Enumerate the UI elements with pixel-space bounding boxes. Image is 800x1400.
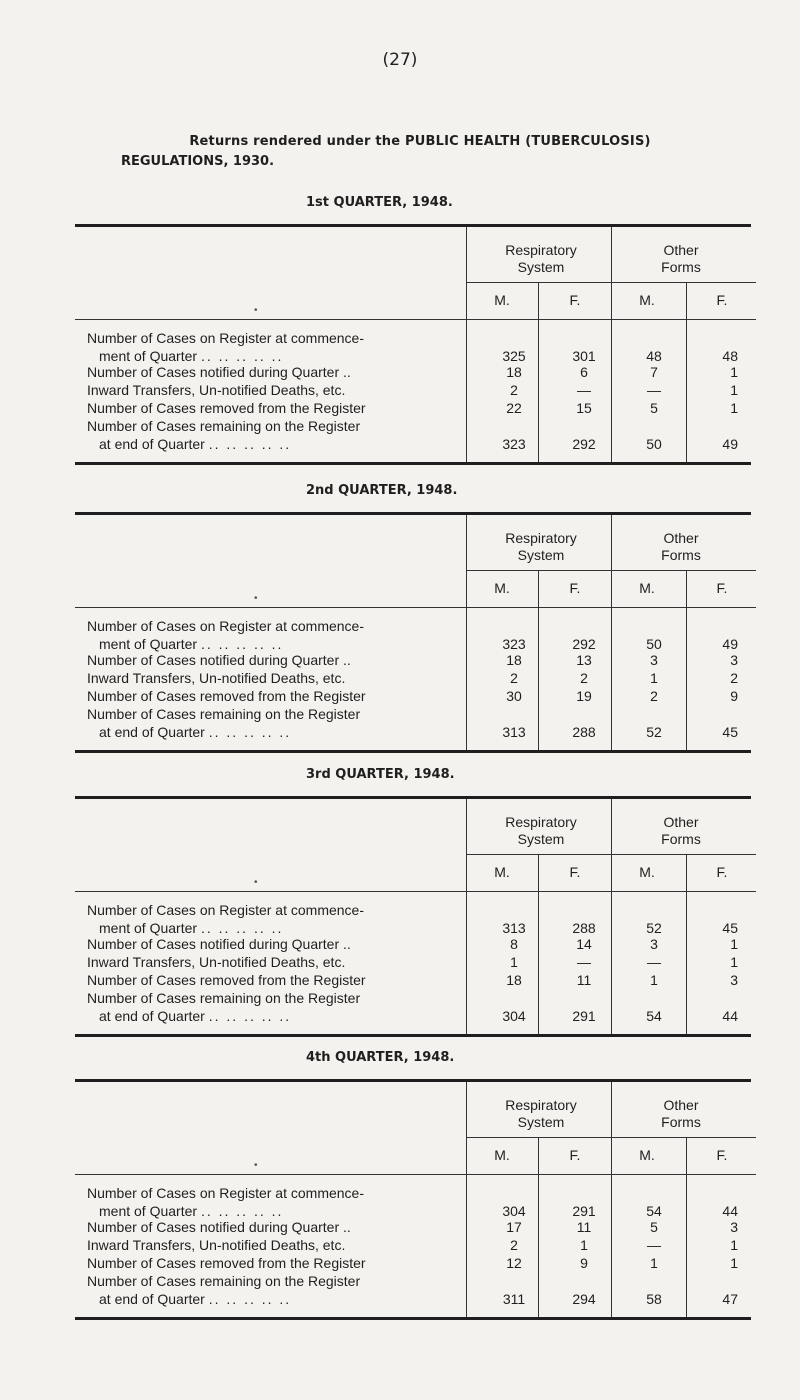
table-cell: 14 bbox=[576, 936, 592, 952]
row-label: Number of Cases remaining on the Register bbox=[87, 1273, 361, 1289]
table-cell: 304 bbox=[502, 1008, 526, 1024]
sub-column-header: F. bbox=[716, 864, 728, 880]
leader-dots: .. .. .. .. .. bbox=[200, 1203, 284, 1219]
row-label-text: at end of Quarter bbox=[99, 1008, 209, 1024]
column-divider bbox=[611, 1082, 612, 1317]
table-cell: 48 bbox=[646, 348, 662, 364]
table-cell: 288 bbox=[572, 920, 596, 936]
table-cell: 44 bbox=[722, 1203, 738, 1219]
table-cell: 292 bbox=[572, 636, 596, 652]
row-label: Inward Transfers, Un-notified Deaths, etc. bbox=[87, 954, 346, 970]
stray-mark: • bbox=[254, 877, 258, 888]
row-label: Number of Cases on Register at commence- bbox=[87, 1185, 364, 1201]
table-cell: 5 bbox=[650, 1219, 658, 1235]
quarter-table bbox=[0, 796, 800, 1081]
column-divider bbox=[466, 1082, 467, 1317]
table-cell: 313 bbox=[502, 724, 526, 740]
table-top-rule bbox=[75, 1079, 751, 1082]
table-cell: 30 bbox=[506, 688, 522, 704]
table-cell: 45 bbox=[722, 920, 738, 936]
table-cell: 311 bbox=[502, 1291, 526, 1307]
table-cell: 22 bbox=[506, 400, 522, 416]
respiratory-system-header: Respiratory System bbox=[505, 814, 577, 847]
respiratory-system-header: Respiratory System bbox=[505, 530, 577, 563]
table-bottom-rule bbox=[75, 1317, 751, 1320]
table-cell: 48 bbox=[722, 348, 738, 364]
quarter-table bbox=[0, 224, 800, 509]
table-cell: 11 bbox=[576, 1219, 592, 1235]
row-label: Number of Cases notified during Quarter .. bbox=[87, 652, 351, 668]
row-label-continuation bbox=[99, 348, 283, 365]
table-cell: 54 bbox=[646, 1008, 662, 1024]
table-cell: 325 bbox=[502, 348, 526, 364]
table-cell: 1 bbox=[730, 382, 738, 398]
stray-mark: • bbox=[254, 1160, 258, 1171]
row-label-text: ment of Quarter bbox=[99, 348, 201, 364]
row-label: Number of Cases removed from the Register bbox=[87, 688, 366, 704]
sub-column-header: M. bbox=[639, 292, 655, 308]
row-label-continuation bbox=[99, 1008, 291, 1025]
leader-dots: .. .. .. .. .. bbox=[200, 636, 284, 652]
table-cell: 2 bbox=[580, 670, 588, 686]
leader-dots: .. .. .. .. .. bbox=[200, 920, 284, 936]
column-divider bbox=[686, 854, 687, 1034]
table-cell: 304 bbox=[502, 1203, 526, 1219]
sub-column-header: M. bbox=[494, 1147, 510, 1163]
table-cell: 3 bbox=[650, 936, 658, 952]
table-cell: 301 bbox=[572, 348, 596, 364]
table-bottom-rule bbox=[75, 462, 751, 465]
table-cell: 52 bbox=[646, 920, 662, 936]
row-label: Number of Cases notified during Quarter .. bbox=[87, 1219, 351, 1235]
column-divider bbox=[611, 515, 612, 750]
leader-dots: .. .. .. .. .. bbox=[208, 436, 292, 452]
table-cell: 1 bbox=[650, 1255, 658, 1271]
table-cell: 18 bbox=[506, 972, 522, 988]
document-subtitle: REGULATIONS, 1930. bbox=[121, 154, 275, 169]
sub-column-header: M. bbox=[639, 580, 655, 596]
respiratory-system-header: Respiratory System bbox=[505, 1097, 577, 1130]
table-cell: 1 bbox=[580, 1237, 588, 1253]
column-divider bbox=[466, 515, 467, 750]
sub-column-header: M. bbox=[639, 864, 655, 880]
table-cell: 1 bbox=[650, 670, 658, 686]
table-cell: 18 bbox=[506, 652, 522, 668]
table-cell: 54 bbox=[646, 1203, 662, 1219]
table-cell: 2 bbox=[510, 1237, 518, 1253]
table-cell: 291 bbox=[572, 1008, 596, 1024]
row-label: Number of Cases notified during Quarter .. bbox=[87, 936, 351, 952]
row-label-text: at end of Quarter bbox=[99, 436, 209, 452]
header-bottom-rule bbox=[75, 891, 756, 892]
table-cell: 6 bbox=[580, 364, 588, 380]
row-label-continuation bbox=[99, 436, 291, 453]
row-label-continuation bbox=[99, 636, 283, 653]
table-cell: — bbox=[647, 1237, 661, 1253]
row-label: Inward Transfers, Un-notified Deaths, etc. bbox=[87, 382, 346, 398]
table-cell: 17 bbox=[506, 1219, 522, 1235]
table-cell: 2 bbox=[730, 670, 738, 686]
sub-column-header: F. bbox=[569, 1147, 581, 1163]
row-label-text: at end of Quarter bbox=[99, 1291, 209, 1307]
table-cell: 1 bbox=[510, 954, 518, 970]
row-label-continuation bbox=[99, 724, 291, 741]
sub-column-header: F. bbox=[716, 292, 728, 308]
other-forms-header: Other Forms bbox=[661, 242, 701, 275]
table-cell: 3 bbox=[730, 652, 738, 668]
table-cell: 49 bbox=[722, 436, 738, 452]
table-cell: 1 bbox=[730, 936, 738, 952]
table-cell: 49 bbox=[722, 636, 738, 652]
column-divider bbox=[466, 799, 467, 1034]
stray-mark: • bbox=[254, 305, 258, 316]
table-bottom-rule bbox=[75, 750, 751, 753]
table-cell: 288 bbox=[572, 724, 596, 740]
quarter-table bbox=[0, 1079, 800, 1364]
table-cell: 18 bbox=[506, 364, 522, 380]
row-label-continuation bbox=[99, 1203, 283, 1220]
column-divider bbox=[611, 799, 612, 1034]
column-divider bbox=[686, 282, 687, 462]
table-cell: 47 bbox=[722, 1291, 738, 1307]
table-cell: 2 bbox=[510, 670, 518, 686]
row-label: Number of Cases remaining on the Register bbox=[87, 418, 361, 434]
row-label: Number of Cases on Register at commence- bbox=[87, 618, 364, 634]
sub-column-header: F. bbox=[569, 292, 581, 308]
table-cell: 313 bbox=[502, 920, 526, 936]
row-label: Number of Cases remaining on the Register bbox=[87, 706, 361, 722]
table-cell: — bbox=[647, 382, 661, 398]
row-label-continuation bbox=[99, 920, 283, 937]
table-cell: 291 bbox=[572, 1203, 596, 1219]
other-forms-header: Other Forms bbox=[661, 1097, 701, 1130]
quarter-heading: 4th QUARTER, 1948. bbox=[306, 1050, 455, 1065]
quarter-heading: 3rd QUARTER, 1948. bbox=[306, 767, 455, 782]
sub-column-header: M. bbox=[494, 864, 510, 880]
header-bottom-rule bbox=[75, 607, 756, 608]
other-forms-header: Other Forms bbox=[661, 530, 701, 563]
row-label-text: ment of Quarter bbox=[99, 1203, 201, 1219]
row-label: Number of Cases removed from the Register bbox=[87, 972, 366, 988]
table-cell: 5 bbox=[650, 400, 658, 416]
row-label: Number of Cases remaining on the Register bbox=[87, 990, 361, 1006]
respiratory-system-header: Respiratory System bbox=[505, 242, 577, 275]
table-cell: 2 bbox=[510, 382, 518, 398]
table-cell: 15 bbox=[576, 400, 592, 416]
row-label: Inward Transfers, Un-notified Deaths, etc. bbox=[87, 1237, 346, 1253]
row-label-text: ment of Quarter bbox=[99, 636, 201, 652]
leader-dots: .. .. .. .. .. bbox=[208, 1291, 292, 1307]
table-cell: 8 bbox=[510, 936, 518, 952]
row-label-text: at end of Quarter bbox=[99, 724, 209, 740]
table-cell: 9 bbox=[580, 1255, 588, 1271]
header-bottom-rule bbox=[75, 319, 756, 320]
row-label: Number of Cases removed from the Register bbox=[87, 400, 366, 416]
table-top-rule bbox=[75, 796, 751, 799]
column-divider bbox=[686, 570, 687, 750]
table-cell: 2 bbox=[650, 688, 658, 704]
table-cell: 45 bbox=[722, 724, 738, 740]
table-cell: — bbox=[577, 382, 591, 398]
sub-column-header: F. bbox=[569, 864, 581, 880]
table-cell: 1 bbox=[730, 1237, 738, 1253]
table-cell: 58 bbox=[646, 1291, 662, 1307]
table-cell: — bbox=[647, 954, 661, 970]
table-cell: 44 bbox=[722, 1008, 738, 1024]
table-cell: — bbox=[577, 954, 591, 970]
sub-column-header: F. bbox=[569, 580, 581, 596]
sub-column-header: F. bbox=[716, 1147, 728, 1163]
table-cell: 50 bbox=[646, 436, 662, 452]
column-divider bbox=[611, 227, 612, 462]
table-cell: 52 bbox=[646, 724, 662, 740]
table-cell: 3 bbox=[730, 1219, 738, 1235]
quarter-heading: 2nd QUARTER, 1948. bbox=[306, 483, 458, 498]
column-divider bbox=[686, 1137, 687, 1317]
row-label-text: ment of Quarter bbox=[99, 920, 201, 936]
table-cell: 7 bbox=[650, 364, 658, 380]
table-bottom-rule bbox=[75, 1034, 751, 1037]
table-cell: 13 bbox=[576, 652, 592, 668]
table-cell: 3 bbox=[730, 972, 738, 988]
row-label: Number of Cases on Register at commence- bbox=[87, 330, 364, 346]
table-cell: 292 bbox=[572, 436, 596, 452]
table-cell: 12 bbox=[506, 1255, 522, 1271]
stray-mark: • bbox=[254, 593, 258, 604]
row-label: Inward Transfers, Un-notified Deaths, etc. bbox=[87, 670, 346, 686]
sub-column-header: M. bbox=[639, 1147, 655, 1163]
table-cell: 1 bbox=[730, 1255, 738, 1271]
table-cell: 1 bbox=[730, 364, 738, 380]
table-cell: 1 bbox=[730, 400, 738, 416]
sub-column-header: M. bbox=[494, 292, 510, 308]
quarter-table bbox=[0, 512, 800, 797]
table-cell: 19 bbox=[576, 688, 592, 704]
table-cell: 50 bbox=[646, 636, 662, 652]
row-label-continuation bbox=[99, 1291, 291, 1308]
table-cell: 1 bbox=[730, 954, 738, 970]
leader-dots: .. .. .. .. .. bbox=[200, 348, 284, 364]
sub-column-header: F. bbox=[716, 580, 728, 596]
table-top-rule bbox=[75, 512, 751, 515]
row-label: Number of Cases notified during Quarter .. bbox=[87, 364, 351, 380]
table-top-rule bbox=[75, 224, 751, 227]
row-label: Number of Cases on Register at commence- bbox=[87, 902, 364, 918]
document-title: Returns rendered under the PUBLIC HEALTH (TUBERCULOSIS) bbox=[189, 134, 651, 149]
leader-dots: .. .. .. .. .. bbox=[208, 1008, 292, 1024]
leader-dots: .. .. .. .. .. bbox=[208, 724, 292, 740]
column-divider bbox=[466, 227, 467, 462]
sub-column-header: M. bbox=[494, 580, 510, 596]
header-bottom-rule bbox=[75, 1174, 756, 1175]
table-cell: 294 bbox=[572, 1291, 596, 1307]
table-cell: 323 bbox=[502, 436, 526, 452]
quarter-heading: 1st QUARTER, 1948. bbox=[306, 195, 453, 210]
table-cell: 1 bbox=[650, 972, 658, 988]
table-cell: 11 bbox=[576, 972, 592, 988]
table-cell: 3 bbox=[650, 652, 658, 668]
row-label: Number of Cases removed from the Register bbox=[87, 1255, 366, 1271]
other-forms-header: Other Forms bbox=[661, 814, 701, 847]
table-cell: 323 bbox=[502, 636, 526, 652]
table-cell: 9 bbox=[730, 688, 738, 704]
page-number: (27) bbox=[382, 50, 418, 70]
